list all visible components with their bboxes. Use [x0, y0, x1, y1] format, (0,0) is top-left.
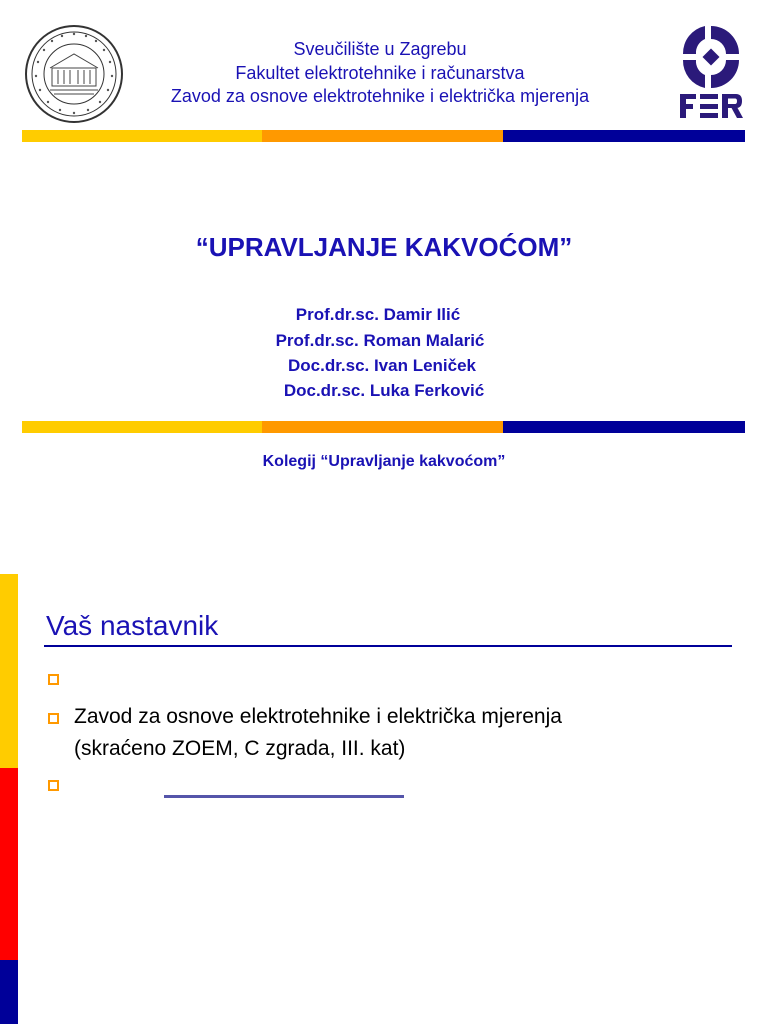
- content-slide: [0, 574, 768, 1024]
- bullet-text-2-continued: (skraćeno ZOEM, C zgrada, III. kat): [74, 737, 406, 760]
- hyperlink-underline[interactable]: [164, 795, 404, 798]
- institution-line-department: Zavod za osnove elektrotehnike i električka mjerenja: [170, 86, 590, 106]
- institution-line-faculty: Fakultet elektrotehnike i računarstva: [235, 63, 525, 83]
- slide-title: “UPRAVLJANJE KAKVOĆOM”: [195, 232, 573, 262]
- title-underline: [44, 645, 732, 647]
- author-3: Doc.dr.sc. Ivan Leniček: [287, 356, 477, 375]
- color-stripe-bottom: [22, 421, 745, 433]
- side-bar-red: [0, 768, 18, 960]
- university-seal-icon: [24, 24, 124, 124]
- side-bar-blue: [0, 960, 18, 1024]
- author-4: Doc.dr.sc. Luka Ferković: [283, 381, 485, 400]
- bullet-square-icon: [48, 780, 59, 791]
- side-bar-yellow: [0, 574, 18, 768]
- author-1: Prof.dr.sc. Damir Ilić: [295, 305, 461, 324]
- author-2: Prof.dr.sc. Roman Malarić: [275, 331, 485, 350]
- fer-logo-text: FER: [709, 120, 713, 122]
- color-stripe-top: [22, 130, 745, 142]
- course-name: Kolegij “Upravljanje kakvoćom”: [262, 453, 506, 470]
- bullet-text-2: Zavod za osnove elektrotehnike i električka mjerenja: [74, 705, 562, 728]
- institution-line-university: Sveučilište u Zagrebu: [293, 39, 467, 59]
- content-slide-title: Vaš nastavnik: [46, 610, 219, 641]
- bullet-square-icon: [48, 713, 59, 724]
- bullet-square-icon: [48, 674, 59, 685]
- fer-logo-icon: [676, 22, 746, 122]
